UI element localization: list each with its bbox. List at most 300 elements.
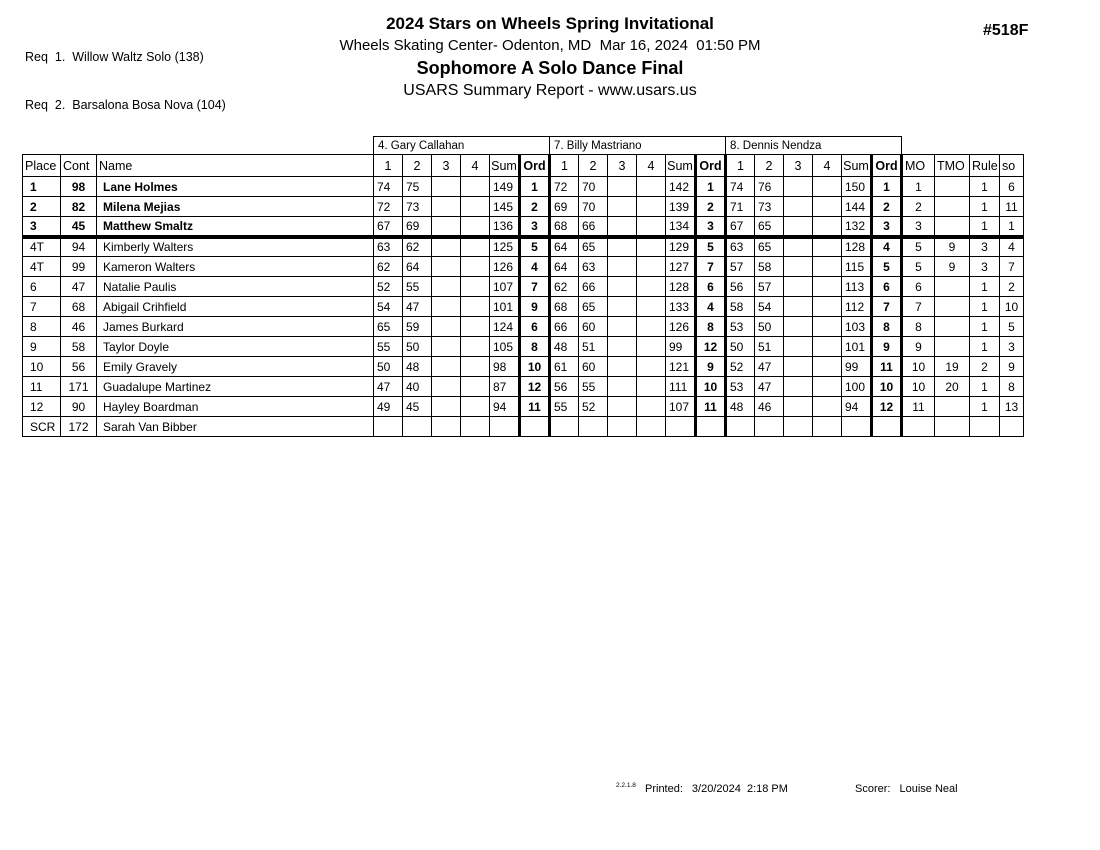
- score-cell: [608, 297, 637, 317]
- column-header: 2: [755, 155, 784, 177]
- ord-cell: 12: [520, 377, 550, 397]
- so-cell: 11: [1000, 197, 1024, 217]
- score-cell: [608, 237, 637, 257]
- score-cell: [784, 297, 813, 317]
- score-cell: [813, 317, 842, 337]
- score-cell: 50: [374, 357, 403, 377]
- judge-header-spacer-right: [902, 137, 1024, 155]
- column-header: Rule: [970, 155, 1000, 177]
- score-cell: 70: [579, 177, 608, 197]
- ord-cell: 1: [872, 177, 902, 197]
- sum-cell: [842, 417, 872, 437]
- score-cell: [432, 297, 461, 317]
- column-header: Place: [23, 155, 61, 177]
- sum-cell: 126: [666, 317, 696, 337]
- column-header: Ord: [696, 155, 726, 177]
- score-cell: 47: [403, 297, 432, 317]
- score-cell: 54: [374, 297, 403, 317]
- place-cell: 3: [23, 217, 61, 237]
- score-cell: [432, 277, 461, 297]
- rule-cell: [970, 417, 1000, 437]
- place-cell: SCR: [23, 417, 61, 437]
- rule-cell: 1: [970, 277, 1000, 297]
- score-cell: 74: [726, 177, 755, 197]
- cont-cell: 68: [61, 297, 97, 317]
- score-cell: 67: [726, 217, 755, 237]
- score-cell: [784, 197, 813, 217]
- cont-cell: 82: [61, 197, 97, 217]
- score-cell: [432, 397, 461, 417]
- score-cell: [461, 317, 490, 337]
- rule-cell: 1: [970, 397, 1000, 417]
- ord-cell: 1: [696, 177, 726, 197]
- place-cell: 10: [23, 357, 61, 377]
- table-row: [23, 317, 1024, 337]
- score-cell: 40: [403, 377, 432, 397]
- name-cell: Kimberly Walters: [97, 237, 374, 257]
- score-cell: 50: [755, 317, 784, 337]
- footer: [0, 780, 1100, 800]
- score-cell: [608, 217, 637, 237]
- score-cell: 46: [755, 397, 784, 417]
- sum-cell: 129: [666, 237, 696, 257]
- ord-cell: 6: [872, 277, 902, 297]
- score-cell: [784, 277, 813, 297]
- score-cell: [784, 217, 813, 237]
- score-cell: 55: [374, 337, 403, 357]
- score-cell: [637, 317, 666, 337]
- score-cell: 74: [374, 177, 403, 197]
- sum-cell: 100: [842, 377, 872, 397]
- score-cell: [432, 377, 461, 397]
- score-cell: [784, 337, 813, 357]
- score-cell: 47: [755, 377, 784, 397]
- score-cell: 51: [755, 337, 784, 357]
- ord-cell: 2: [696, 197, 726, 217]
- score-cell: 48: [550, 337, 579, 357]
- mo-cell: 3: [902, 217, 935, 237]
- score-cell: [637, 177, 666, 197]
- score-cell: 47: [755, 357, 784, 377]
- sum-cell: 94: [490, 397, 520, 417]
- score-cell: [432, 357, 461, 377]
- sum-cell: 139: [666, 197, 696, 217]
- score-cell: 50: [726, 337, 755, 357]
- mo-cell: 11: [902, 397, 935, 417]
- score-cell: 65: [579, 237, 608, 257]
- score-cell: 62: [374, 257, 403, 277]
- ord-cell: 10: [872, 377, 902, 397]
- ord-cell: 11: [872, 357, 902, 377]
- score-cell: 67: [374, 217, 403, 237]
- score-cell: [608, 337, 637, 357]
- mo-cell: 10: [902, 357, 935, 377]
- rule-cell: 1: [970, 377, 1000, 397]
- rule-cell: 1: [970, 297, 1000, 317]
- score-cell: 66: [579, 277, 608, 297]
- score-cell: 69: [403, 217, 432, 237]
- score-cell: 55: [579, 377, 608, 397]
- title-block: [0, 14, 1100, 100]
- sum-cell: 99: [666, 337, 696, 357]
- score-cell: 65: [755, 217, 784, 237]
- score-cell: [813, 377, 842, 397]
- table-row: [23, 277, 1024, 297]
- name-cell: Emily Gravely: [97, 357, 374, 377]
- rule-cell: 3: [970, 237, 1000, 257]
- ord-cell: 7: [520, 277, 550, 297]
- judge-name-label: 7. Billy Mastriano: [550, 137, 726, 155]
- score-cell: 63: [726, 237, 755, 257]
- score-cell: 52: [579, 397, 608, 417]
- score-cell: 52: [726, 357, 755, 377]
- ord-cell: 3: [872, 217, 902, 237]
- column-header: Name: [97, 155, 374, 177]
- sum-cell: 144: [842, 197, 872, 217]
- score-cell: 72: [374, 197, 403, 217]
- column-header: Sum: [842, 155, 872, 177]
- score-cell: [608, 397, 637, 417]
- column-header: 4: [637, 155, 666, 177]
- mo-cell: 7: [902, 297, 935, 317]
- sum-cell: 125: [490, 237, 520, 257]
- score-cell: [637, 297, 666, 317]
- sum-cell: 133: [666, 297, 696, 317]
- sum-cell: 87: [490, 377, 520, 397]
- software-version: 2.2.1.8: [616, 782, 636, 789]
- name-cell: Sarah Van Bibber: [97, 417, 374, 437]
- cont-cell: 58: [61, 337, 97, 357]
- score-cell: [608, 377, 637, 397]
- tmo-cell: [935, 277, 970, 297]
- tmo-cell: [935, 337, 970, 357]
- mo-cell: 1: [902, 177, 935, 197]
- so-cell: 9: [1000, 357, 1024, 377]
- score-cell: [813, 177, 842, 197]
- score-cell: 65: [374, 317, 403, 337]
- sum-cell: 103: [842, 317, 872, 337]
- score-cell: [784, 257, 813, 277]
- so-cell: 10: [1000, 297, 1024, 317]
- name-cell: Milena Mejias: [97, 197, 374, 217]
- so-cell: 3: [1000, 337, 1024, 357]
- cont-cell: 94: [61, 237, 97, 257]
- score-cell: [461, 237, 490, 257]
- table-row: [23, 397, 1024, 417]
- report-type: USARS Summary Report - www.usars.us: [403, 82, 697, 99]
- score-cell: 73: [403, 197, 432, 217]
- rule-cell: 1: [970, 317, 1000, 337]
- column-header: 3: [784, 155, 813, 177]
- tmo-cell: [935, 317, 970, 337]
- table-row: [23, 197, 1024, 217]
- tmo-cell: 9: [935, 257, 970, 277]
- ord-cell: 9: [520, 297, 550, 317]
- score-cell: [608, 197, 637, 217]
- results-table-body: [23, 177, 1024, 437]
- ord-cell: 11: [696, 397, 726, 417]
- tmo-cell: [935, 297, 970, 317]
- column-header: 1: [726, 155, 755, 177]
- ord-cell: 9: [872, 337, 902, 357]
- tmo-cell: 20: [935, 377, 970, 397]
- name-cell: Guadalupe Martinez: [97, 377, 374, 397]
- score-cell: 58: [726, 297, 755, 317]
- ord-cell: 7: [872, 297, 902, 317]
- place-cell: 4T: [23, 257, 61, 277]
- table-row: [23, 177, 1024, 197]
- score-cell: [813, 217, 842, 237]
- sum-cell: 145: [490, 197, 520, 217]
- so-cell: 13: [1000, 397, 1024, 417]
- score-cell: 68: [550, 217, 579, 237]
- score-cell: [637, 357, 666, 377]
- score-cell: [432, 337, 461, 357]
- score-cell: 51: [579, 337, 608, 357]
- score-cell: [813, 357, 842, 377]
- score-cell: [432, 177, 461, 197]
- score-cell: [784, 357, 813, 377]
- requirement-2: Req 2. Barsalona Bosa Nova (104): [25, 98, 226, 112]
- sum-cell: 112: [842, 297, 872, 317]
- sum-cell: 94: [842, 397, 872, 417]
- ord-cell: 11: [520, 397, 550, 417]
- mo-cell: 5: [902, 257, 935, 277]
- column-header: Ord: [520, 155, 550, 177]
- cont-cell: 90: [61, 397, 97, 417]
- score-cell: [637, 397, 666, 417]
- cont-cell: 47: [61, 277, 97, 297]
- sum-cell: 107: [490, 277, 520, 297]
- cont-cell: 98: [61, 177, 97, 197]
- sum-cell: 107: [666, 397, 696, 417]
- ord-cell: 2: [520, 197, 550, 217]
- score-cell: [726, 417, 755, 437]
- tmo-cell: [935, 177, 970, 197]
- name-cell: Matthew Smaltz: [97, 217, 374, 237]
- score-cell: 62: [403, 237, 432, 257]
- name-cell: Hayley Boardman: [97, 397, 374, 417]
- so-cell: [1000, 417, 1024, 437]
- score-cell: [403, 417, 432, 437]
- score-cell: 66: [550, 317, 579, 337]
- name-cell: Lane Holmes: [97, 177, 374, 197]
- sum-cell: 149: [490, 177, 520, 197]
- sum-cell: 98: [490, 357, 520, 377]
- score-cell: [637, 417, 666, 437]
- rule-cell: 1: [970, 197, 1000, 217]
- event-number: #518F: [983, 22, 1029, 39]
- score-cell: [374, 417, 403, 437]
- score-cell: [637, 197, 666, 217]
- score-cell: [432, 317, 461, 337]
- score-cell: [461, 297, 490, 317]
- score-cell: 55: [550, 397, 579, 417]
- score-cell: 69: [550, 197, 579, 217]
- score-cell: [813, 197, 842, 217]
- column-header: 4: [813, 155, 842, 177]
- mo-cell: [902, 417, 935, 437]
- ord-cell: 6: [696, 277, 726, 297]
- score-cell: 64: [403, 257, 432, 277]
- score-cell: [608, 257, 637, 277]
- score-cell: 71: [726, 197, 755, 217]
- score-cell: [637, 217, 666, 237]
- ord-cell: 4: [872, 237, 902, 257]
- tmo-cell: [935, 197, 970, 217]
- score-cell: [784, 237, 813, 257]
- score-cell: 65: [579, 297, 608, 317]
- column-header: Ord: [872, 155, 902, 177]
- score-cell: [813, 417, 842, 437]
- scorer-value: Louise Neal: [899, 783, 958, 795]
- judge-name-label: 4. Gary Callahan: [374, 137, 550, 155]
- score-cell: [461, 177, 490, 197]
- score-cell: [608, 417, 637, 437]
- rule-cell: 1: [970, 337, 1000, 357]
- score-cell: [461, 417, 490, 437]
- so-cell: 5: [1000, 317, 1024, 337]
- table-row: [23, 357, 1024, 377]
- score-cell: [813, 237, 842, 257]
- sum-cell: 99: [842, 357, 872, 377]
- score-cell: [432, 217, 461, 237]
- sum-cell: 127: [666, 257, 696, 277]
- ord-cell: 10: [696, 377, 726, 397]
- rule-cell: 1: [970, 177, 1000, 197]
- sum-cell: 150: [842, 177, 872, 197]
- ord-cell: 4: [520, 257, 550, 277]
- rule-cell: 1: [970, 217, 1000, 237]
- score-cell: 66: [579, 217, 608, 237]
- column-header: 1: [374, 155, 403, 177]
- score-cell: [784, 317, 813, 337]
- place-cell: 1: [23, 177, 61, 197]
- sum-cell: 101: [842, 337, 872, 357]
- ord-cell: 1: [520, 177, 550, 197]
- sum-cell: 124: [490, 317, 520, 337]
- ord-cell: 8: [696, 317, 726, 337]
- score-cell: [550, 417, 579, 437]
- scorer-line: [855, 783, 958, 795]
- ord-cell: 12: [872, 397, 902, 417]
- score-cell: 48: [726, 397, 755, 417]
- column-header-row: [23, 155, 1024, 177]
- score-cell: [579, 417, 608, 437]
- sum-cell: [666, 417, 696, 437]
- score-cell: 63: [374, 237, 403, 257]
- score-cell: 56: [726, 277, 755, 297]
- ord-cell: 12: [696, 337, 726, 357]
- score-cell: 50: [403, 337, 432, 357]
- sum-cell: 136: [490, 217, 520, 237]
- score-cell: [784, 377, 813, 397]
- printed-value: 3/20/2024 2:18 PM: [691, 783, 788, 795]
- ord-cell: [520, 417, 550, 437]
- name-cell: James Burkard: [97, 317, 374, 337]
- score-cell: 49: [374, 397, 403, 417]
- ord-cell: 6: [520, 317, 550, 337]
- venue-date-line: Wheels Skating Center- Odenton, MD Mar 16, 2024 01:50 PM: [339, 37, 761, 54]
- score-cell: 61: [550, 357, 579, 377]
- sum-cell: 142: [666, 177, 696, 197]
- table-row: [23, 237, 1024, 257]
- sum-cell: 121: [666, 357, 696, 377]
- place-cell: 9: [23, 337, 61, 357]
- score-cell: 65: [755, 237, 784, 257]
- score-cell: [461, 277, 490, 297]
- rule-cell: 3: [970, 257, 1000, 277]
- score-cell: [784, 417, 813, 437]
- ord-cell: 10: [520, 357, 550, 377]
- score-cell: 45: [403, 397, 432, 417]
- score-cell: [461, 337, 490, 357]
- score-cell: 47: [374, 377, 403, 397]
- score-cell: 60: [579, 317, 608, 337]
- score-cell: 64: [550, 257, 579, 277]
- so-cell: 2: [1000, 277, 1024, 297]
- judge-header-spacer-left: [23, 137, 374, 155]
- score-cell: [608, 357, 637, 377]
- scorer-label: Scorer:: [855, 783, 891, 795]
- sum-cell: 128: [666, 277, 696, 297]
- score-cell: 73: [755, 197, 784, 217]
- sum-cell: 128: [842, 237, 872, 257]
- score-cell: [637, 237, 666, 257]
- cont-cell: 46: [61, 317, 97, 337]
- score-cell: 64: [550, 237, 579, 257]
- score-cell: [813, 337, 842, 357]
- sum-cell: 111: [666, 377, 696, 397]
- table-row: [23, 417, 1024, 437]
- sum-cell: 115: [842, 257, 872, 277]
- sum-cell: [490, 417, 520, 437]
- table-row: [23, 217, 1024, 237]
- score-cell: [637, 377, 666, 397]
- score-cell: [432, 257, 461, 277]
- cont-cell: 171: [61, 377, 97, 397]
- table-row: [23, 337, 1024, 357]
- ord-cell: 2: [872, 197, 902, 217]
- so-cell: 4: [1000, 237, 1024, 257]
- judge-name-label: 8. Dennis Nendza: [726, 137, 902, 155]
- ord-cell: 5: [872, 257, 902, 277]
- score-cell: [461, 217, 490, 237]
- judge-header-row: [23, 137, 1024, 155]
- ord-cell: 5: [696, 237, 726, 257]
- mo-cell: 5: [902, 237, 935, 257]
- column-header: TMO: [935, 155, 970, 177]
- score-cell: [637, 337, 666, 357]
- table-row: [23, 257, 1024, 277]
- event-name: Sophomore A Solo Dance Final: [416, 58, 684, 78]
- ord-cell: 5: [520, 237, 550, 257]
- mo-cell: 2: [902, 197, 935, 217]
- column-header: 2: [403, 155, 432, 177]
- score-cell: 70: [579, 197, 608, 217]
- score-cell: 57: [726, 257, 755, 277]
- score-cell: [784, 397, 813, 417]
- so-cell: 6: [1000, 177, 1024, 197]
- tmo-cell: [935, 417, 970, 437]
- cont-cell: 99: [61, 257, 97, 277]
- cont-cell: 172: [61, 417, 97, 437]
- column-header: Sum: [666, 155, 696, 177]
- ord-cell: 4: [696, 297, 726, 317]
- score-cell: 57: [755, 277, 784, 297]
- mo-cell: 10: [902, 377, 935, 397]
- place-cell: 6: [23, 277, 61, 297]
